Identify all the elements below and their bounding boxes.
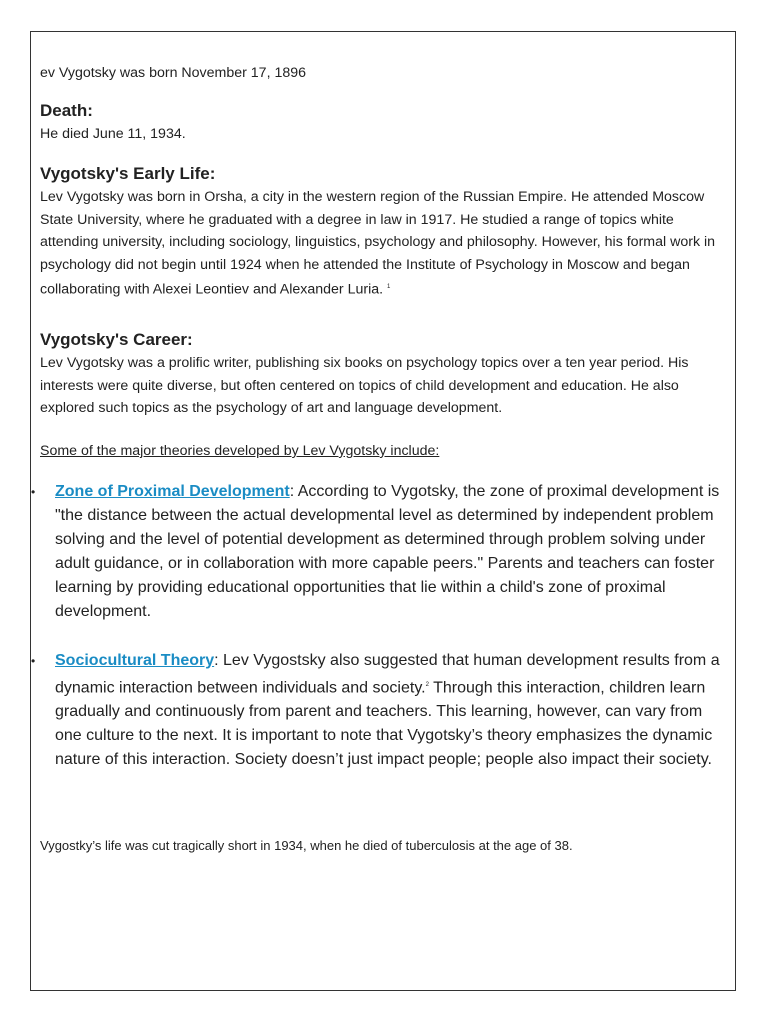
death-heading: Death: (40, 101, 93, 120)
footnote-1: 1 (387, 284, 391, 290)
theories-intro: Some of the major theories developed by Lev Vygotsky include: (40, 443, 440, 459)
theories-list (31, 480, 728, 772)
early-life-paragraph (40, 186, 724, 301)
list-item (31, 480, 728, 624)
bullet-icon: • (31, 485, 36, 499)
early-life-heading: Vygotsky's Early Life: (40, 164, 216, 183)
death-text: He died June 11, 1934. (40, 126, 186, 142)
sociocultural-description: : Lev Vygostsky also suggested that human development results from a dynamic interaction between individuals and society. (55, 652, 720, 697)
zpd-link[interactable]: Zone of Proximal Development (55, 483, 290, 500)
sociocultural-theory-link[interactable]: Sociocultural Theory (55, 652, 215, 669)
intro-line: ev Vygotsky was born November 17, 1896 (40, 65, 307, 81)
document-page (30, 31, 736, 991)
career-heading: Vygotsky's Career: (40, 330, 193, 349)
closing-text: Vygostky’s life was cut tragically short in 1934, when he died of tuberculosis at the age of 38. (40, 838, 573, 853)
early-life-text: Lev Vygotsky was born in Orsha, a city in the western region of the Russian Empire. He attended Moscow State University, where he graduated with a degree in law in 1917. He studied a range of topics white attending university, including sociology, linguistics, psychology and philosophy. However, his formal work in psychology did not begin until 1924 when he attended the Institute of Psychology in Moscow and began collaborating with Alexei Leontiev and Alexander Luria. (40, 189, 716, 298)
sociocultural-description-continued: Through this interaction, children learn gradually and continuously from parent and teachers. This learning, however, can vary from one culture to the next. It is important to note that Vygotsky’s theory emphasizes the dynamic nature of this interaction. Society doesn’t just impact people; people also impact their society. (55, 679, 713, 769)
zpd-description: : According to Vygotsky, the zone of proximal development is "the distance between the actual developmental level as determined by independent problem solving and the level of potential development as determined through problem solving under adult guidance, or in collaboration with more capable peers." Parents and teachers can foster learning by providing educational opportunities that lie within a child's zone of proximal development. (55, 483, 720, 620)
career-text: Lev Vygotsky was a prolific writer, publishing six books on psychology topics over a ten year period. His interests were quite diverse, but often centered on topics of child development and education. He also explored such topics as the psychology of art and language development. (40, 355, 689, 416)
bullet-icon: • (31, 654, 36, 668)
footnote-2: 2 (425, 682, 429, 688)
list-item (31, 649, 728, 772)
